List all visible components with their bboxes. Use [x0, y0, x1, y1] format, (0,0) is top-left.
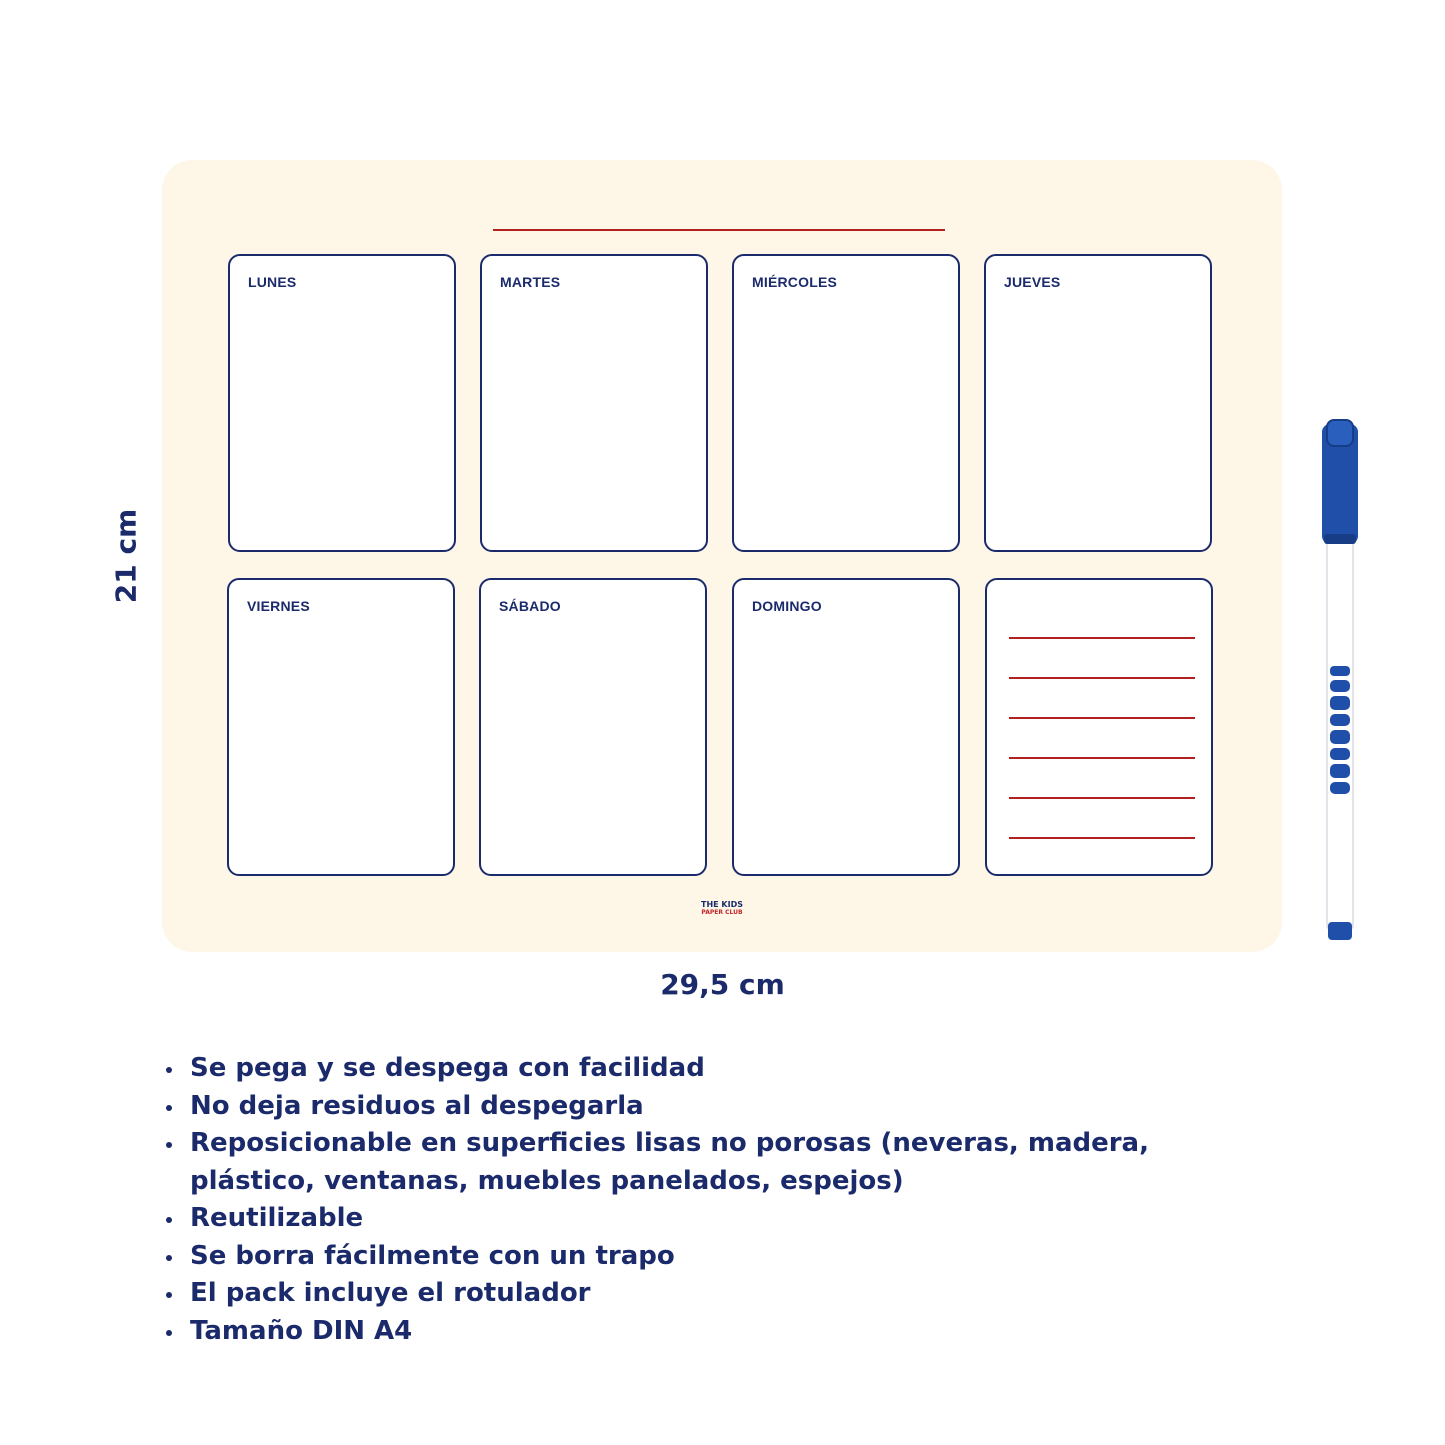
brand-logo — [692, 901, 752, 917]
feature-item: El pack incluye el rotulador — [162, 1275, 1162, 1313]
weekly-planner-board — [162, 160, 1282, 952]
feature-list — [162, 1050, 1162, 1350]
note-line — [1009, 677, 1195, 679]
marker-pen-icon — [1318, 416, 1362, 946]
day-label: LUNES — [248, 274, 297, 290]
day-box-viernes — [227, 578, 455, 876]
note-line — [1009, 757, 1195, 759]
height-dimension: 21 cm — [109, 508, 143, 604]
marker-cap-top — [1327, 420, 1353, 446]
day-label: SÁBADO — [499, 598, 561, 614]
logo-line-2: PAPER CLUB — [701, 909, 743, 916]
note-line — [1009, 717, 1195, 719]
day-box-miercoles — [732, 254, 960, 552]
width-dimension: 29,5 cm — [660, 968, 785, 1001]
marker-tail — [1328, 922, 1352, 940]
logo-line-1: THE KIDS — [701, 900, 743, 909]
note-line — [1009, 637, 1195, 639]
day-box-jueves — [984, 254, 1212, 552]
title-line — [493, 229, 945, 231]
marker-cap-ring — [1324, 534, 1356, 544]
day-label: MIÉRCOLES — [752, 274, 838, 290]
day-label: JUEVES — [1004, 274, 1061, 290]
note-line — [1009, 837, 1195, 839]
notes-box — [985, 578, 1213, 876]
day-label: DOMINGO — [752, 598, 822, 614]
feature-item: Reutilizable — [162, 1200, 1162, 1238]
feature-item: Se pega y se despega con facilidad — [162, 1050, 1162, 1088]
day-box-lunes — [228, 254, 456, 552]
feature-item: Tamaño DIN A4 — [162, 1313, 1162, 1351]
feature-item: Reposicionable en superficies lisas no porosas (neveras, madera, plástico, ventanas, muebles panelados, espejos) — [162, 1125, 1162, 1200]
day-box-sabado — [479, 578, 707, 876]
feature-item: Se borra fácilmente con un trapo — [162, 1238, 1162, 1276]
feature-item: No deja residuos al despegarla — [162, 1088, 1162, 1126]
day-label: MARTES — [500, 274, 561, 290]
day-label: VIERNES — [247, 598, 310, 614]
note-line — [1009, 797, 1195, 799]
day-box-martes — [480, 254, 708, 552]
day-box-domingo — [732, 578, 960, 876]
